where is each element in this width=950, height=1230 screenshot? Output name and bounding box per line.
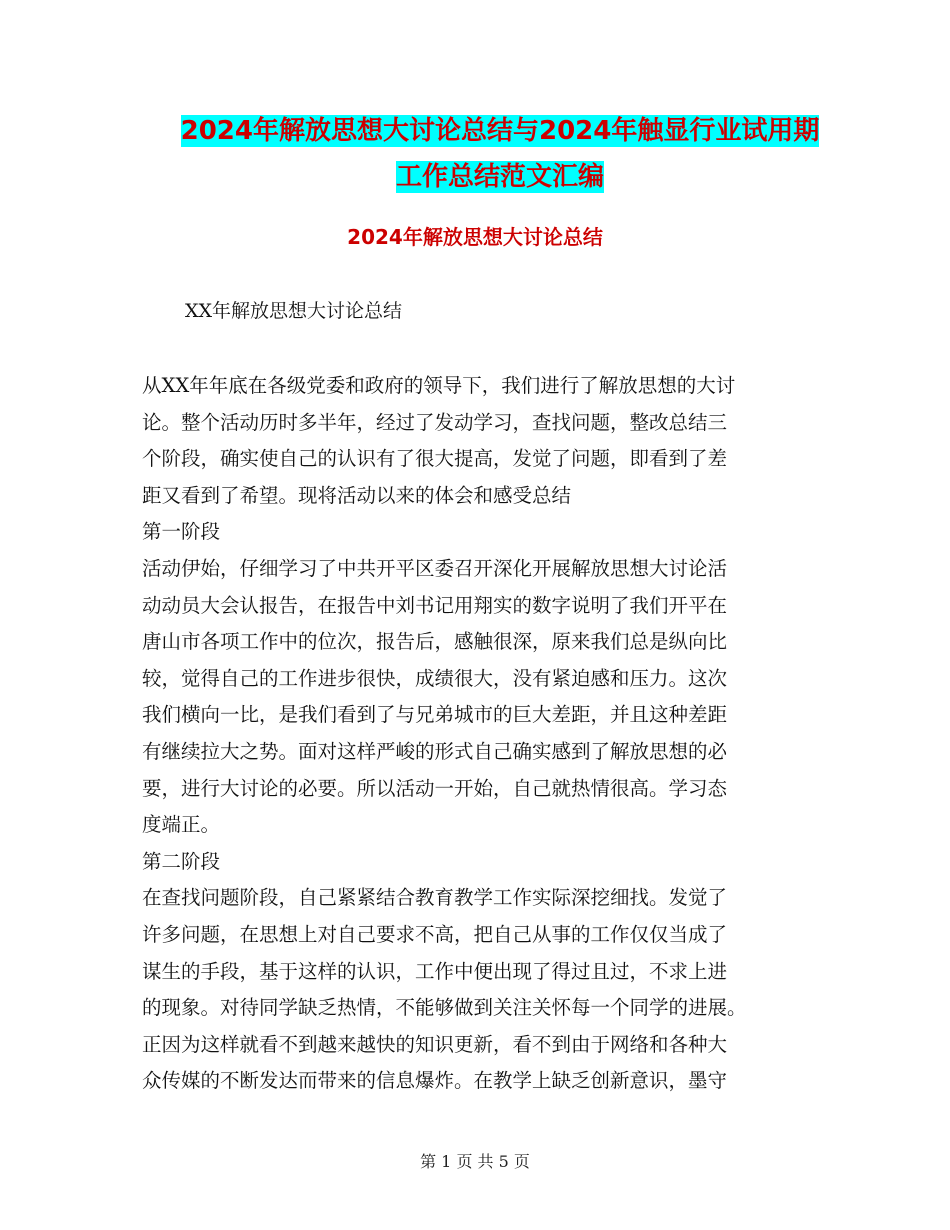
- section-subtitle: XX年解放思想大讨论总结: [185, 300, 403, 322]
- body-line: 谋生的手段，基于这样的认识，工作中便出现了得过且过，不求上进: [142, 959, 728, 983]
- section-title: 2024年解放思想大讨论总结: [347, 225, 603, 249]
- body-line: 论。整个活动历时多半年，经过了发动学习，查找问题，整改总结三: [142, 410, 728, 434]
- body-line: 唐山市各项工作中的位次，报告后，感触很深，原来我们总是纵向比: [142, 630, 728, 654]
- body-line: 要，进行大讨论的必要。所以活动一开始，自己就热情很高。学习态: [142, 776, 728, 800]
- page-footer: 第 1 页 共 5 页: [420, 1152, 530, 1171]
- body-line: 较，觉得自己的工作进步很快，成绩很大，没有紧迫感和压力。这次: [142, 666, 728, 690]
- body-line: 度端正。: [142, 813, 221, 837]
- document-title-line-2: 工作总结范文汇编: [395, 162, 604, 192]
- body-line: 第二阶段: [142, 849, 221, 873]
- body-line: 许多问题，在思想上对自己要求不高，把自己从事的工作仅仅当成了: [142, 922, 728, 946]
- body-line: 距又看到了希望。现将活动以来的体会和感受总结: [142, 483, 572, 507]
- body-line: 个阶段，确实使自己的认识有了很大提高，发觉了问题，即看到了差: [142, 447, 728, 471]
- body-text: [142, 368, 814, 1100]
- body-line: 动动员大会认报告，在报告中刘书记用翔实的数字说明了我们开平在: [142, 593, 728, 617]
- body-line: 正因为这样就看不到越来越快的知识更新，看不到由于网络和各种大: [142, 1032, 728, 1056]
- body-line: 第一阶段: [142, 520, 221, 544]
- document-title: [140, 108, 860, 200]
- body-line: 我们横向一比，是我们看到了与兄弟城市的巨大差距，并且这种差距: [142, 703, 728, 727]
- body-line: 活动伊始，仔细学习了中共开平区委召开深化开展解放思想大讨论活: [142, 556, 728, 580]
- body-line: 有继续拉大之势。面对这样严峻的形式自己确实感到了解放思想的必: [142, 739, 728, 763]
- body-line: 从XX年年底在各级党委和政府的领导下，我们进行了解放思想的大讨: [142, 374, 736, 397]
- body-line: 的现象。对待同学缺乏热情，不能够做到关注关怀每一个同学的进展。: [142, 996, 747, 1020]
- document-title-line-1: 2024年解放思想大讨论总结与2024年触显行业试用期: [180, 116, 820, 146]
- body-line: 众传媒的不断发达而带来的信息爆炸。在教学上缺乏创新意识，墨守: [142, 1069, 728, 1093]
- body-line: 在查找问题阶段，自己紧紧结合教育教学工作实际深挖细找。发觉了: [142, 886, 728, 910]
